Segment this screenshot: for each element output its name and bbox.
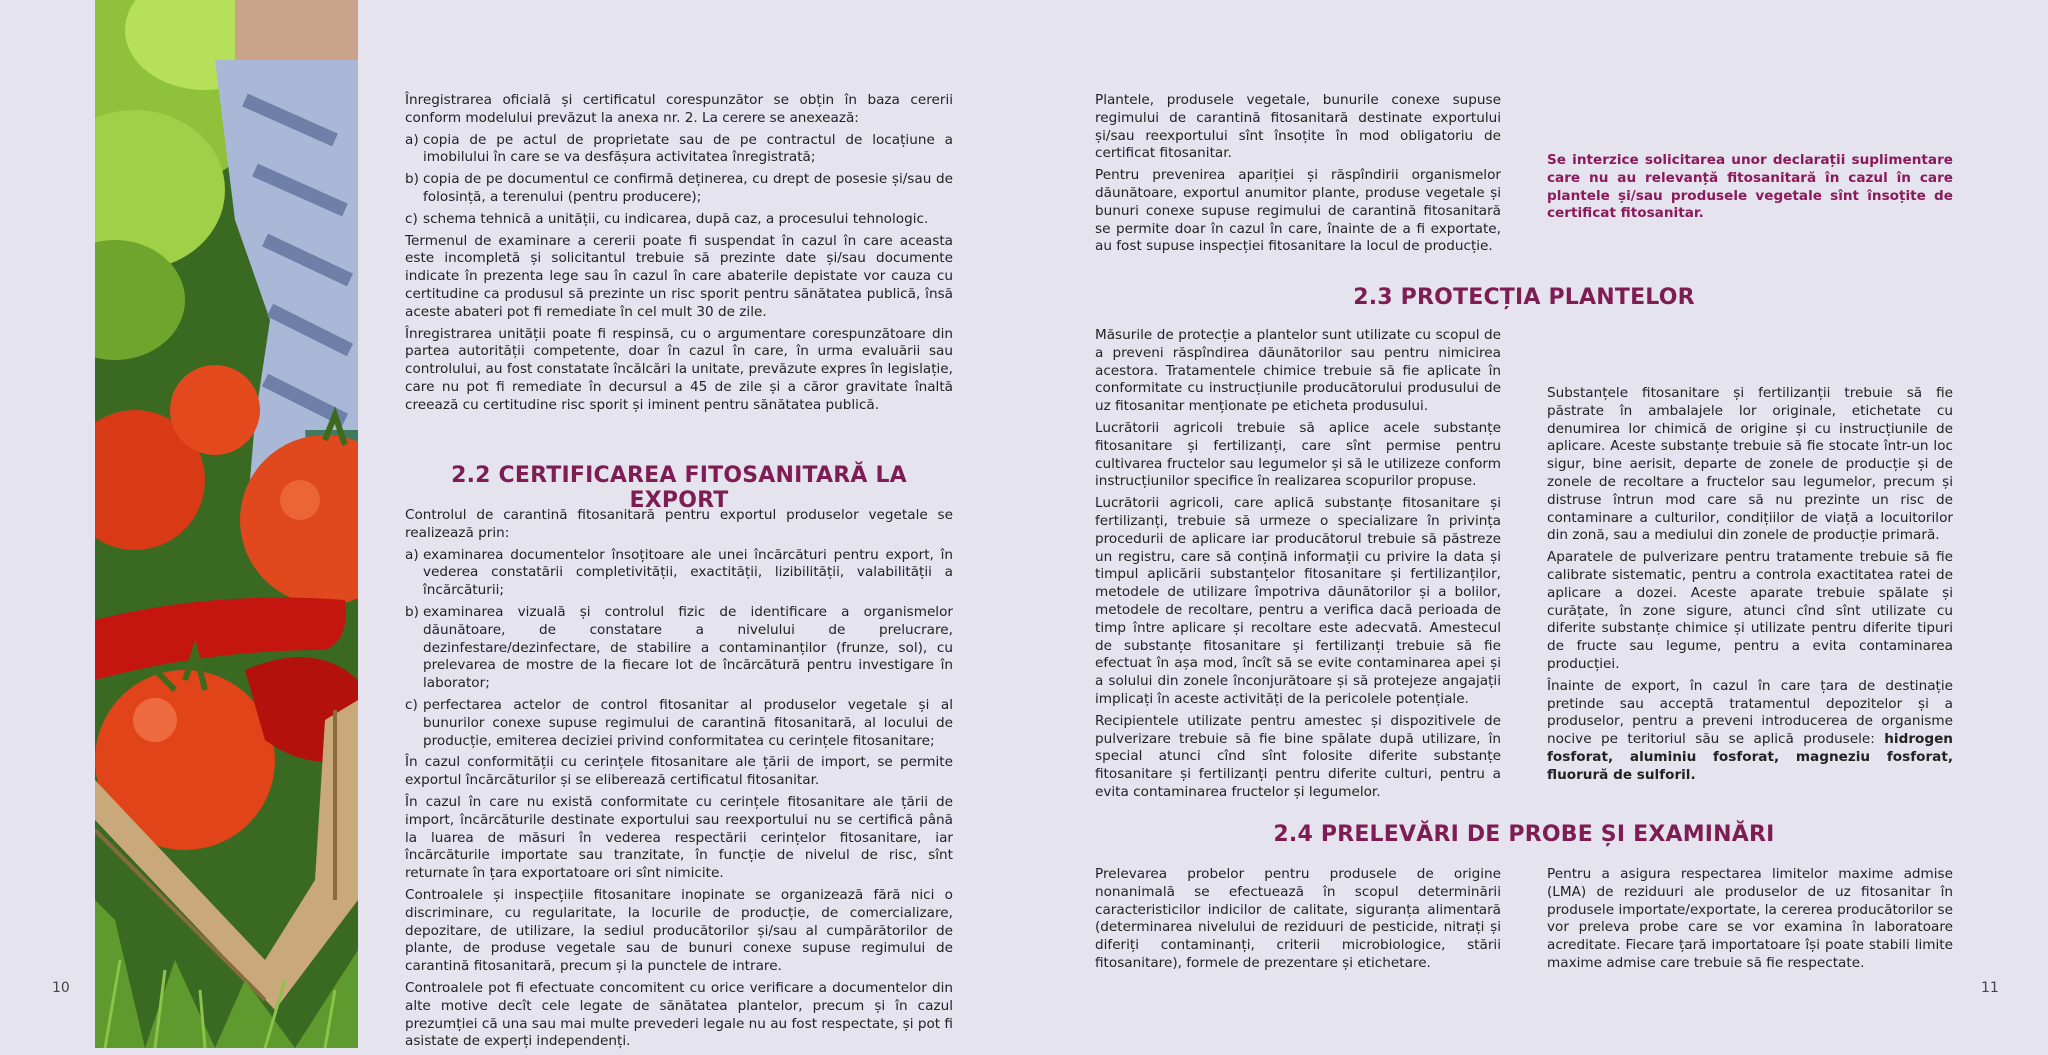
paragraph: Plantele, produsele vegetale, bunurile conexe supuse regimului de carantină fitosanitară destinate exportului și/sau reexportului sînt însoțite în mod obligatoriu de certificat fitosanitar. xyxy=(1095,92,1501,162)
section-2-3-column-2 xyxy=(1547,385,1953,789)
page-number-left: 10 xyxy=(52,980,70,996)
vegetables-illustration xyxy=(95,0,358,1048)
list-item xyxy=(405,547,953,600)
paragraph: Măsurile de protecție a plantelor sunt utilizate cu scopul de a preveni răspîndirea dăunătorilor sau pentru nimicirea acestora. Tratamentele chimice trebuie să fie aplicate în conformitate cu instrucțiunile producătorului produsului de uz fitosanitar menționate pe eticheta produsului. xyxy=(1095,327,1501,415)
highlight-paragraph: Se interzice solicitarea unor declarații suplimentare care nu au relevanță fitosanitară în cazul în care plantele și/sau produsele vegetale sînt însoțite de certificat fitosanitar. xyxy=(1547,152,1953,222)
section-title-2-3: 2.3 PROTECȚIA PLANTELOR xyxy=(1353,285,1695,310)
paragraph: Substanțele fitosanitare și fertilizanții trebuie să fie păstrate în ambalajele lor originale, etichetate cu denumirea lor chimică de origine și cu instrucțiunile de aplicare. Aceste substanțe trebuie să fie stocate într-un loc sigur, bine aerisit, departe de zonele de producție și de zonele de recoltare a fructelor sau legumelor, precum și distruse întrun mod care să nu prezinte un risc de contaminare a culturilor, condițiilor de viață a locuitorilor din zonă, sau a mediului din zonele de producție primară. xyxy=(1547,385,1953,544)
list-item-text: examinarea vizuală și controlul fizic de identificare a organismelor dăunătoare, de constatare a nivelului de prelucrare, dezinfestare/dezinfectare, de stabilire a contaminanților (frunze, sol), cu prelevarea de mostre de la fiecare lot de încărcătură pentru investigare în laborator; xyxy=(423,603,953,692)
paragraph: Înregistrarea oficială și certificatul corespunzător se obțin în baza cererii conform modelului prevăzut la anexa nr. 2. La cerere se anexează: xyxy=(405,92,953,126)
section-2-4-column-1 xyxy=(1095,866,1501,977)
paragraph: Controalele pot fi efectuate concomitent cu orice verificare a documentelor din alte motive decît cele legate de sănătatea plantelor, precum și în cazul prezumției că una sau mai multe prevederi legale nu au fost respectate, și pot fi asistate de experți independenți. xyxy=(405,979,953,1050)
list-marker: b) xyxy=(405,603,419,620)
paragraph: Recipientele utilizate pentru amestec și dispozitivele de pulverizare trebuie să fie bine spălate după utilizare, în special atunci cînd sînt folosite diferite substanțe fitosanitare și fertilizanți pentru diferite culturi, pentru a evita contaminarea fructelor și legumelor. xyxy=(1095,712,1501,800)
paragraph: În cazul în care nu există conformitate cu cerințele fitosanitare ale țării de import, încărcăturile destinate exportului sau reexportului nu se certifică până la luarea de măsuri în vederea respectării cerințelor fitosanitare, iar încărcăturile importate sau tranzitate, în funcție de nivelul de risc, sînt returnate în țara exportatoare ori sînt nimicite. xyxy=(405,793,953,882)
fumigant-list: hidrogen fosforat, aluminiu fosforat, magneziu fosforat, fluorură de sulforil. xyxy=(1547,731,1953,783)
right-top-column-2 xyxy=(1547,152,1953,227)
paragraph: Prelevarea probelor pentru produsele de origine nonanimală se efectuează în scopul determinării caracteristicilor indicilor de calitate, siguranța alimentară (determinarea nivelului de reziduuri de pesticide, nitrați și diferiți contaminanți, criterii microbiologice, stării fitosanitare), formele de prezentare și etichetare. xyxy=(1095,866,1501,971)
list-item-text: schema tehnică a unității, cu indicarea, după caz, a procesului tehnologic. xyxy=(423,210,929,227)
paragraph xyxy=(1547,678,1953,785)
paragraph: Pentru prevenirea apariției și răspîndirii organismelor dăunătoare, exportul anumitor plante, produse vegetale și bunuri conexe supuse regimului de carantină fitosanitară se permite doar în cazul în care, înainte de a fi exportate, au fost supuse inspecției fitosanitare la locul de producție. xyxy=(1095,167,1501,255)
list-item-text: perfectarea actelor de control fitosanitar al produselor vegetale și al bunurilor conexe supuse regimului de carantină fitosanitară, al locului de producție, emiterea deciziei privind conformitatea cu cerințele fitosanitare; xyxy=(423,696,953,749)
list-item xyxy=(405,604,953,693)
paragraph: Lucrătorii agricoli, care aplică substanțe fitosanitare și fertilizanți, trebuie să urmeze o specializare în privința procedurii de aplicare iar producătorul trebuie să păstreze un registru, care să conțină informații cu privire la data și timpul aplicării substanțelor fitosanitare și fertilizanților, metodele de utilizare împotriva dăunătorilor și a bolilor, metodele de recoltare, pentru a verifica dacă perioada de timp între aplicare și recoltare este adecvată. Amestecul de substanțe fitosanitare și fertilizanți trebuie să fie efectuat în așa mod, încît să se evite contaminarea apei și a solului din zonele înconjurătoare și să protejeze angajații implicați în aceste activități de la pericolele potențiale. xyxy=(1095,495,1501,707)
vegetables-photo xyxy=(95,0,358,1048)
requirements-list xyxy=(405,132,953,229)
list-marker: a) xyxy=(405,546,419,563)
paragraph: Lucrătorii agricoli trebuie să aplice acele substanțe fitosanitare și fertilizanți, care sînt permise pentru cultivarea fructelor sau legumelor și să le utilizeze conform instrucțiunilor specifice în realizarea scopurilor propuse. xyxy=(1095,419,1501,490)
left-intro-column xyxy=(405,92,953,419)
paragraph: Controlul de carantină fitosanitară pentru exportul produselor vegetale se realizează prin: xyxy=(405,507,953,541)
list-item xyxy=(405,171,953,207)
paragraph: Pentru a asigura respectarea limitelor maxime admise (LMA) de reziduuri ale produselor de uz fitosanitar în produsele importate/exportate, la cererea producătorilor se vor preleva probe care se vor examina în laboratoare acreditate. Fiecare țară importatoare își poate stabili limite maxime admise care trebuie să fie respectate. xyxy=(1547,866,1953,971)
list-item-text: copia de pe documentul ce confirmă deținerea, cu drept de posesie și/sau de folosință, a terenului (pentru producere); xyxy=(423,171,953,205)
list-marker: c) xyxy=(405,696,418,713)
section-title-2-4: 2.4 PRELEVĂRI DE PROBE ȘI EXAMINĂRI xyxy=(1273,822,1775,847)
section-2-2-column xyxy=(405,507,953,1055)
section-2-4-column-2 xyxy=(1547,866,1953,977)
section-title-2-2: 2.2 CERTIFICAREA FITOSANITARĂ LA EXPORT xyxy=(451,463,907,513)
paragraph: Termenul de examinare a cererii poate fi suspendat în cazul în care aceasta este incompletă și solicitantul trebuie să prezinte date și/sau documente indicate în prezenta lege sau în cazul în care abaterile depistate vor cauza cu certitudine ca produsul să prezinte un risc sporit pentru sănătatea publică, însă aceste abateri pot fi remediate în cel mult 30 de zile. xyxy=(405,232,953,320)
paragraph: Aparatele de pulverizare pentru tratamente trebuie să fie calibrate sistematic, pentru a controla exactitatea ratei de aplicare a dozei. Aceste aparate trebuie spălate și curățate, în zone sigure, atunci cînd sînt utilizate cu diferite substanțe chimice și utilizate pentru diferite tipuri de fructe sau legume, pentru a evita contaminarea producției. xyxy=(1547,549,1953,672)
right-top-column-1 xyxy=(1095,92,1501,260)
section-2-3-column-1 xyxy=(1095,327,1501,806)
page-number-right: 11 xyxy=(1981,980,1999,996)
list-item-text: copia de pe actul de proprietate sau de pe contractul de locațiune a imobilului în care se va desfășura activitatea înregistrată; xyxy=(423,131,953,166)
paragraph: Înregistrarea unității poate fi respinsă, cu o argumentare corespunzătoare din partea autorității competente, doar în cazul în care, în urma evaluării sau controlului, au fost constatate încălcări la unitate, prevăzute expres în legislație, care nu pot fi remediate în decursul a 45 de zile și a căror gravitate înaltă creează cu certitudine risc sporit și iminent pentru sănătatea publică. xyxy=(405,325,953,413)
paragraph-lead: Înainte de export, în cazul în care țara de destinație pretinde sau acceptă tratamentul depozitelor și a produselor, pentru a preveni introducerea de organisme nocive pe teritoriul său se aplică produsele: xyxy=(1547,677,1953,748)
paragraph: În cazul conformității cu cerințele fitosanitare ale țării de import, se permite exportul încărcăturilor și se eliberează certificatul fitosanitar. xyxy=(405,754,953,789)
list-item xyxy=(405,697,953,750)
list-marker: a) xyxy=(405,131,419,148)
list-item xyxy=(405,211,953,229)
paragraph: Controalele și inspecțiile fitosanitare inopinate se organizează fără nici o discriminare, cu regularitate, la locurile de producție, de comercializare, depozitare, de utilizare, la sediul producătorilor și/sau al cumpărătorilor de plante, de produse vegetale sau de bunuri conexe supuse regimului de carantină fitosanitară, precum și la punctele de intrare. xyxy=(405,886,953,975)
list-marker: b) xyxy=(405,171,419,188)
list-item-text: examinarea documentelor însoțitoare ale unei încărcături pentru export, în vederea constatării completivității, exactității, lizibilității, valabilității a încărcăturii; xyxy=(423,546,953,599)
list-item xyxy=(405,132,953,168)
list-marker: c) xyxy=(405,210,418,227)
export-control-list xyxy=(405,547,953,751)
